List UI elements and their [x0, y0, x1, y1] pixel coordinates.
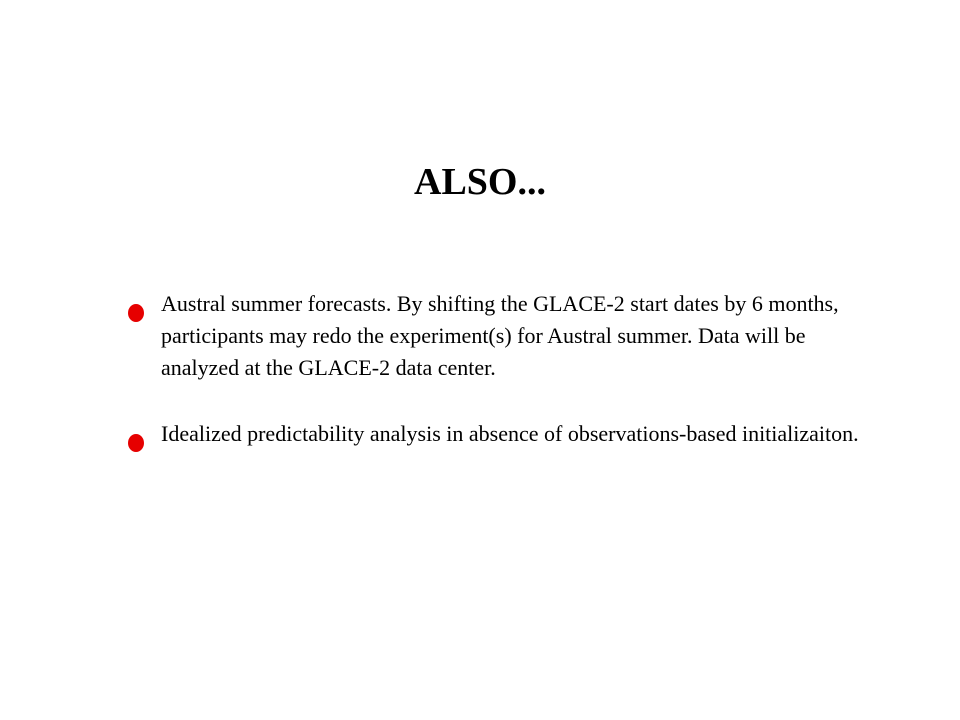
- bullet-text: Idealized predictability analysis in absence of observations-based initializaiton.: [161, 421, 859, 446]
- bullet-dot-icon: [128, 434, 144, 452]
- bullet-item: [128, 418, 868, 450]
- slide-title: ALSO...: [414, 161, 546, 203]
- bullet-text: Austral summer forecasts. By shifting the GLACE-2 start dates by 6 months, participants may redo the experiment(s) for Austral summer. Data will be analyzed at the GLACE-2 data center.: [161, 291, 839, 380]
- bullet-list: [128, 288, 868, 450]
- bullet-item: [128, 288, 868, 384]
- bullet-dot-icon: [128, 304, 144, 322]
